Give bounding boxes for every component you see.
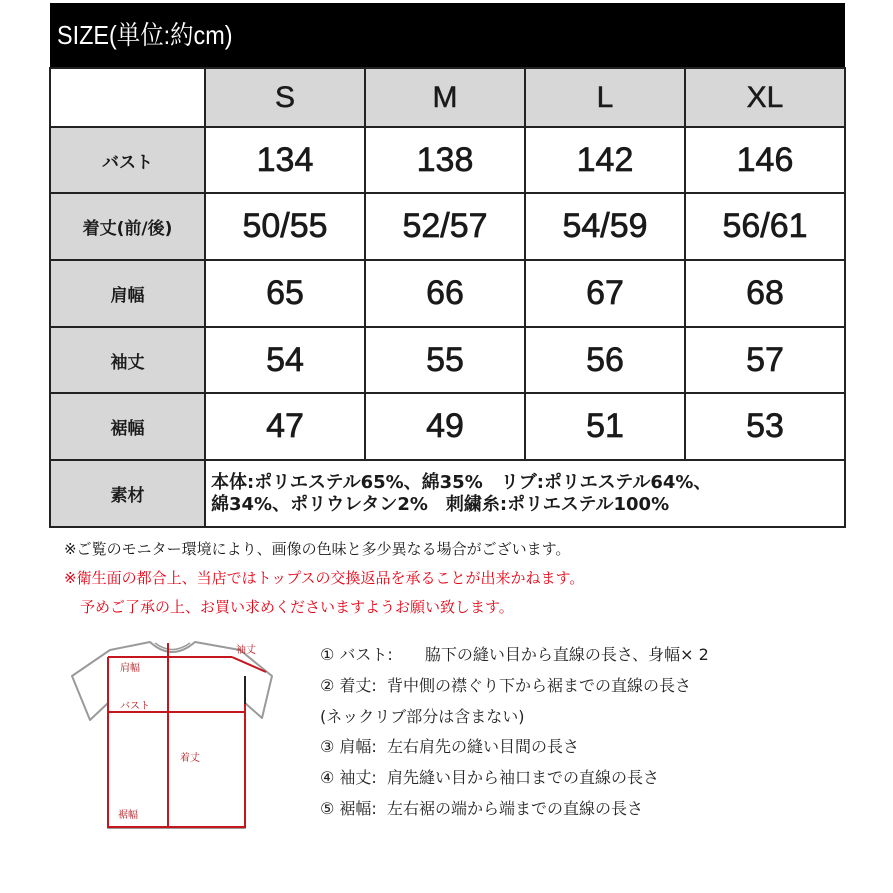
return-policy-note-continued: 予めご了承の上、お買い求めくださいますようお願い致します。: [80, 598, 514, 616]
table-cell: 53: [686, 394, 846, 461]
table-cell: 138: [366, 128, 526, 194]
table-cell: 67: [526, 261, 686, 328]
row-label-length: 着丈(前/後): [51, 194, 206, 261]
sleeve-label: 袖丈: [236, 645, 256, 656]
table-cell: 134: [206, 128, 366, 194]
monitor-color-note: ※ご覧のモニター環境により、画像の色味と多少異なる場合がございます。: [64, 540, 571, 558]
table-cell: 57: [686, 328, 846, 394]
legend-item-sleeve: ④ 袖丈: 肩先縫い目から袖口までの直線の長さ: [320, 768, 659, 787]
table-cell: 52/57: [366, 194, 526, 261]
material-line: 本体:ポリエステル65%、綿35% リブ:ポリエステル64%、: [211, 471, 712, 493]
tshirt-outline: [72, 642, 272, 828]
size-table: [49, 67, 846, 528]
corner-cell: [51, 69, 206, 128]
row-label-bust: バスト: [51, 128, 206, 194]
table-cell: 51: [526, 394, 686, 461]
table-cell: 146: [686, 128, 846, 194]
table-cell: 47: [206, 394, 366, 461]
material-line: 綿34%、ポリウレタン2% 刺繍糸:ポリエステル100%: [211, 493, 670, 515]
bust-label: バスト: [120, 701, 150, 712]
size-header-s: S: [206, 69, 366, 128]
material-text: [211, 472, 711, 516]
legend-item-hem: ⑤ 裾幅: 左右裾の端から端までの直線の長さ: [320, 799, 643, 818]
title-bar: [50, 3, 845, 68]
tshirt-measurement-diagram: [60, 630, 290, 840]
table-cell: 66: [366, 261, 526, 328]
legend-item-length: ② 着丈: 背中側の襟ぐり下から裾までの直線の長さ: [320, 676, 691, 695]
size-header-l: L: [526, 69, 686, 128]
table-cell: 68: [686, 261, 846, 328]
hem-label: 裾幅: [118, 810, 138, 821]
table-cell: 49: [366, 394, 526, 461]
legend-item-bust: ① バスト: 脇下の縫い目から直線の長さ、身幅× 2: [320, 645, 709, 664]
legend-item-length-note: (ネックリブ部分は含まない): [320, 707, 525, 726]
row-label-shoulder: 肩幅: [51, 261, 206, 328]
legend-item-shoulder: ③ 肩幅: 左右肩先の縫い目間の長さ: [320, 737, 579, 756]
length-label: 着丈: [180, 753, 200, 764]
table-cell: 142: [526, 128, 686, 194]
table-cell: 65: [206, 261, 366, 328]
table-cell: 56/61: [686, 194, 846, 261]
row-label-sleeve: 袖丈: [51, 328, 206, 394]
table-cell: 56: [526, 328, 686, 394]
row-label-material: 素材: [51, 461, 206, 528]
material-cell: [206, 461, 846, 528]
shoulder-label: 肩幅: [120, 663, 140, 674]
row-label-hem: 裾幅: [51, 394, 206, 461]
table-cell: 55: [366, 328, 526, 394]
chart-title: SIZE(単位:約cm): [57, 20, 233, 50]
return-policy-note: ※衛生面の都合上、当店ではトップスの交換返品を承ることが出来かねます。: [64, 569, 585, 587]
table-cell: 54: [206, 328, 366, 394]
size-header-m: M: [366, 69, 526, 128]
table-cell: 50/55: [206, 194, 366, 261]
size-header-xl: XL: [686, 69, 846, 128]
table-cell: 54/59: [526, 194, 686, 261]
